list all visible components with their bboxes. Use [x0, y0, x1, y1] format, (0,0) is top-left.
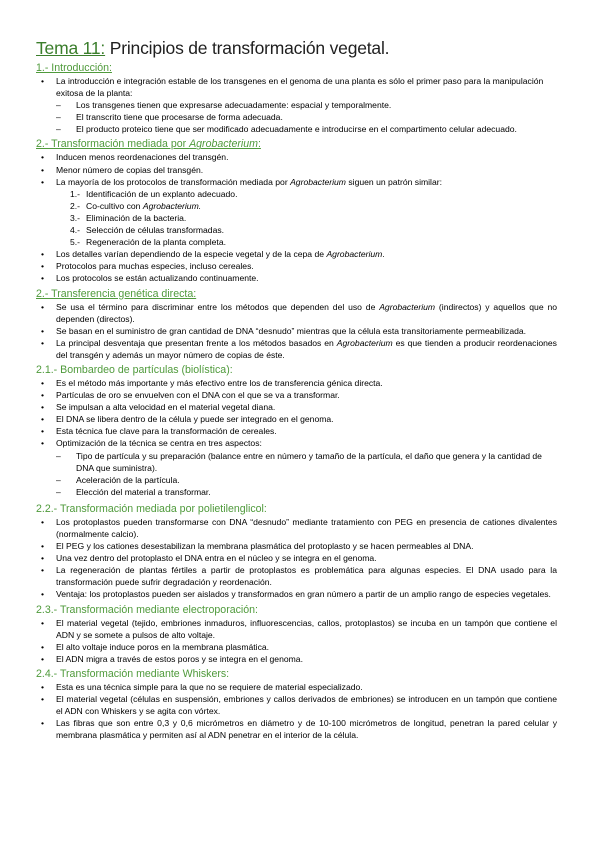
- list-item: – Aceleración de la partícula.: [70, 474, 557, 486]
- list-item: • Los protoplastos pueden transformarse con DNA “desnudo” mediante tratamiento con PEG en presencia de cationes divalentes (normalmente calcio).: [54, 516, 557, 540]
- list-item: • Una vez dentro del protoplasto el DNA entra en el núcleo y se integra en el genoma.: [54, 552, 557, 564]
- step-number: 3.-: [70, 212, 81, 223]
- list-item: • La regeneración de plantas fértiles a partir de protoplastos es problemática para algunas especies. El DNA usado para la transformación puede sufrir degradación y reordenación.: [54, 564, 557, 588]
- list-item: [54, 176, 557, 188]
- dash-list: [70, 99, 557, 135]
- list-item: [70, 236, 557, 248]
- step-number: 4.-: [70, 225, 81, 236]
- section-heading-polietilenglicol: 2.2.- Transformación mediada por polietilenglicol:: [36, 502, 267, 515]
- list-item: • El ADN migra a través de estos poros y se integra en el genoma.: [54, 653, 557, 665]
- text-part-italic: Agrobacterium: [379, 301, 436, 312]
- list-item: [54, 248, 557, 260]
- bullet-list: [54, 301, 557, 361]
- list-item: • Protocolos para muchas especies, incluso cereales.: [54, 260, 557, 272]
- step-number: 1.-: [70, 188, 81, 199]
- section-heading-agrobacterium: [36, 138, 557, 151]
- list-item: • El alto voltaje induce poros en la membrana plasmática.: [54, 641, 557, 653]
- list-item: • Menor número de copias del transgén.: [54, 164, 557, 176]
- list-item: • El PEG y los cationes desestabilizan la membrana plasmática del protoplasto y se hacen permeables al DNA.: [54, 540, 557, 552]
- list-item: [70, 212, 557, 224]
- text-part: (indirectos) y aquellos que no dependen (directos).: [56, 301, 557, 324]
- bullet-list: [54, 516, 557, 601]
- list-item: [54, 337, 557, 361]
- list-item: • Esta es una técnica simple para la que no se requiere de material especializado.: [54, 681, 557, 693]
- list-item: [70, 224, 557, 236]
- list-item: • Se basan en el suministro de gran cantidad de DNA “desnudo” mientras que la célula esta transitoriamente permeabilizada.: [54, 325, 557, 337]
- list-item: • Los protocolos se están actualizando continuamente.: [54, 272, 557, 284]
- list-item: – Los transgenes tienen que expresarse adecuadamente: espacial y temporalmente.: [70, 99, 557, 111]
- section-heading-introduccion: 1.- Introducción:: [36, 62, 112, 74]
- numbered-list: [70, 188, 557, 248]
- page-title: [36, 38, 557, 59]
- list-item: • Ventaja: los protoplastos pueden ser aislados y transformados en gran número a partir de un amplio rango de especies vegetales.: [54, 588, 557, 600]
- step-text: Regeneración de la planta completa.: [86, 237, 226, 248]
- bullet-list: [54, 151, 557, 187]
- dash-list: [70, 450, 557, 498]
- section-heading-biolistica: 2.1.- Bombardeo de partículas (biolística):: [36, 363, 233, 376]
- list-item: – El transcrito tiene que procesarse de forma adecuada.: [70, 111, 557, 123]
- bullet-list: [54, 681, 557, 741]
- step-text: Eliminación de la bacteria.: [86, 212, 187, 223]
- list-item: • El material vegetal (células en suspensión, embriones y callos derivados de embriones) se introducen en un tampón que contiene el ADN con Whiskers y se agita con vórtex.: [54, 693, 557, 717]
- step-text: Co-cultivo con: [86, 200, 143, 211]
- section-heading-transferencia-directa: 2.- Transferencia genética directa:: [36, 287, 197, 300]
- list-item: • Esta técnica fue clave para la transformación de cereales.: [54, 425, 557, 437]
- list-item: – El producto proteico tiene que ser modificado adecuadamente e introducirse en el compartimento celular adecuado.: [70, 123, 557, 135]
- text-part-italic: Agrobacterium: [326, 249, 383, 260]
- text-part: .: [382, 249, 385, 260]
- list-item: [70, 188, 557, 200]
- bullet-list: [54, 248, 557, 284]
- step-number: 5.-: [70, 237, 81, 248]
- title-prefix: Tema 11:: [36, 38, 106, 58]
- text-part: es que tienden a producir reordenaciones del transgén y además un mayor número de copias de éste.: [56, 337, 557, 360]
- section-heading-whiskers: 2.4.- Transformación mediante Whiskers:: [36, 667, 230, 680]
- list-item: • Inducen menos reordenaciones del transgén.: [54, 151, 557, 163]
- bullet-list: [54, 617, 557, 665]
- list-item: [54, 301, 557, 325]
- bullet-list: [54, 75, 557, 99]
- step-text: Identificación de un explanto adecuado.: [86, 188, 238, 199]
- list-item: [70, 200, 557, 212]
- step-text-italic: Agrobacterium.: [142, 200, 202, 211]
- text-part: siguen un patrón similar:: [345, 176, 442, 187]
- step-number: 2.-: [70, 200, 81, 211]
- list-item: • El DNA se libera dentro de la célula y puede ser integrado en el genoma.: [54, 413, 557, 425]
- list-item: • Optimización de la técnica se centra en tres aspectos:: [54, 437, 557, 449]
- text-part: La principal desventaja que presentan frente a los métodos basados en: [56, 337, 337, 348]
- heading-part: 2.- Transformación mediada por: [36, 138, 190, 151]
- heading-part: :: [257, 138, 261, 151]
- list-item: – Tipo de partícula y su preparación (balance entre en número y tamaño de la partícula, el daño que genera y la cantidad de DNA que suministra).: [70, 450, 557, 474]
- list-item: • El material vegetal (tejido, embriones inmaduros, influorescencias, callos, protoplastos) se incuba en un tampón que contiene el ADN y se somete a pulsos de alto voltaje.: [54, 617, 557, 641]
- step-text: Selección de células transformadas.: [86, 225, 225, 236]
- section-heading-electroporacion: 2.3.- Transformación mediante electroporación:: [36, 603, 258, 616]
- text-part-italic: Agrobacterium: [336, 337, 393, 348]
- text-part-italic: Agrobacterium: [290, 176, 346, 187]
- list-item: • Partículas de oro se envuelven con el DNA con el que se va a transformar.: [54, 389, 557, 401]
- heading-part-italic: Agrobacterium: [189, 138, 258, 151]
- list-item: • Es el método más importante y más efectivo entre los de transferencia génica directa.: [54, 377, 557, 389]
- title-text: Principios de transformación vegetal.: [105, 38, 390, 58]
- text-part: La mayoría de los protocolos de transformación mediada por: [56, 176, 291, 187]
- list-item: • Se impulsan a alta velocidad en el material vegetal diana.: [54, 401, 557, 413]
- list-item: • La introducción e integración estable de los transgenes en el genoma de una planta es sólo el primer paso para la manipulación exitosa de la planta:: [54, 75, 557, 99]
- list-item: • Las fibras que son entre 0,3 y 0,6 micrómetros en diámetro y de 10-100 micrómetros de longitud, penetran la pared celular y membrana plasmática y permiten así al ADN penetrar en el interior de la célula.: [54, 717, 557, 741]
- list-item: – Elección del material a transformar.: [70, 486, 557, 498]
- bullet-list: [54, 377, 557, 450]
- text-part: Los detalles varían dependiendo de la especie vegetal y de la cepa de: [56, 249, 327, 260]
- text-part: Se usa el término para discriminar entre los métodos que dependen del uso de: [56, 301, 380, 312]
